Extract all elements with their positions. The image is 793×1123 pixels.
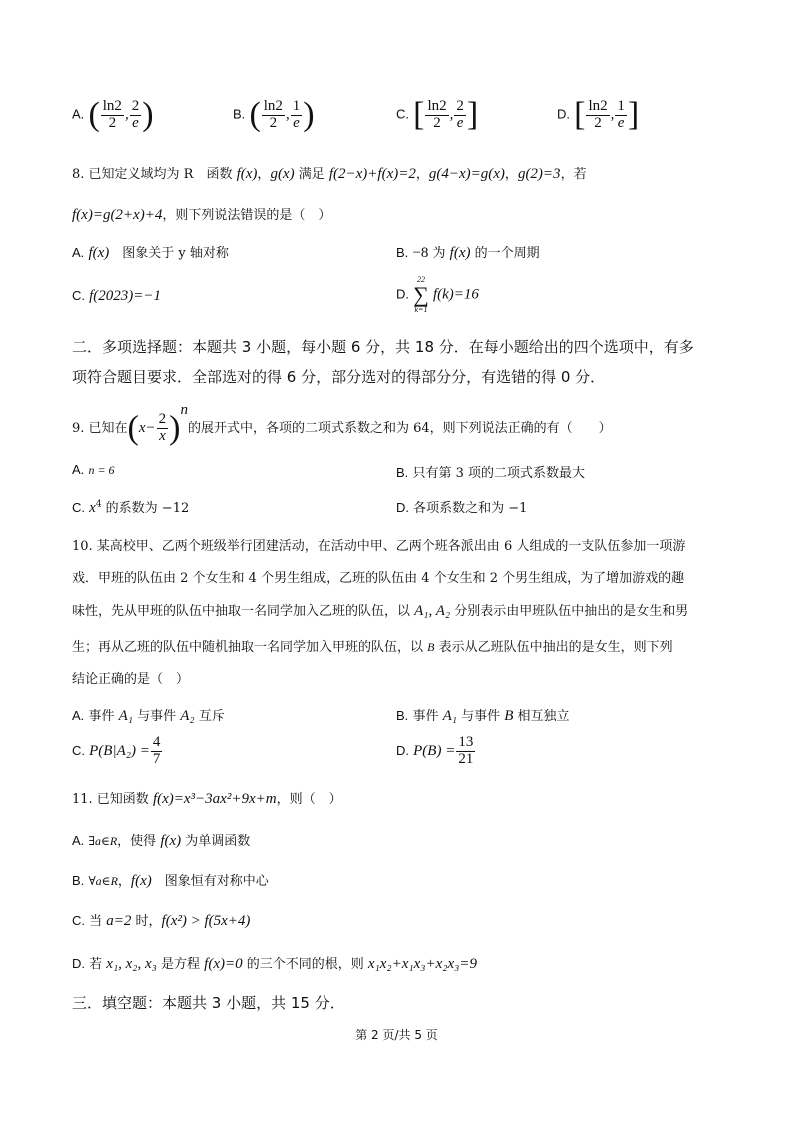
option-label: D. xyxy=(557,106,570,122)
q11-option-a: A. ∃a∈R，使得 f(x) 为单调函数 xyxy=(72,833,251,849)
q9-stem: 9. 已知在(x− $\frac{2}{x}$ )$^n$的展开式中，各项的二项式系数之和为 64，则下列说法正确的有（ ） xyxy=(72,402,612,447)
right-paren: ) xyxy=(303,96,315,133)
q10-stem-line5: 结论正确的是（ ） xyxy=(72,672,190,687)
fraction: $\frac{2}{e}$ xyxy=(131,97,140,131)
q7-option-a: A. ( $\frac{\ln 2}{2}$ , $\frac{2}{e}$ ) xyxy=(72,96,154,133)
fraction: $\frac{1}{e}$ xyxy=(292,97,301,131)
right-paren: ) xyxy=(142,96,154,133)
q11-option-c: C. 当 a=2 时，f(x²) > f(5x+4) xyxy=(72,913,251,929)
fraction: $\frac{\ln 2}{2}$ xyxy=(263,97,283,131)
left-bracket: [ xyxy=(574,96,586,133)
q8-option-c: C. f(2023)=−1 xyxy=(72,288,162,304)
q10-option-c: C. P(B|A₂) = $\frac{4}{7}$ xyxy=(72,734,161,767)
page-footer: 第 2 页/共 5 页 xyxy=(355,1028,438,1042)
fraction: $\frac{\ln 2}{2}$ xyxy=(427,97,447,131)
q7-option-d: D. [ $\frac{\ln 2}{2}$ , $\frac{1}{e}$ ] xyxy=(557,96,640,133)
q8-option-d: D. 22 ∑ k=1 f(k)=16 xyxy=(396,275,479,314)
q10-option-b: B. 事件 A₁ 与事件 B 相互独立 xyxy=(396,708,570,724)
q10-stem-line4: 生；再从乙班的队伍中随机抽取一名同学加入甲班的队伍，以 B 表示从乙班队伍中抽出的是女生，则下列 xyxy=(72,640,673,655)
fraction: $\frac{4}{7}$ xyxy=(152,734,161,767)
q10-stem-line2: 戏．甲班的队伍由 2 个女生和 4 个男生组成，乙班的队伍由 4 个女生和 2 个男生组成，为了增加游戏的趣 xyxy=(72,571,685,586)
fraction: $\frac{\ln 2}{2}$ xyxy=(102,97,122,131)
right-paren: ) xyxy=(169,409,181,447)
q9-option-d: D. 各项系数之和为 −1 xyxy=(396,500,528,516)
left-paren: ( xyxy=(88,96,100,133)
q11-option-b: B. ∀a∈R，f(x) 图象恒有对称中心 xyxy=(72,873,269,889)
section-2-heading-line2: 项符合题目要求．全部选对的得 6 分，部分选对的得部分分，有选错的得 0 分． xyxy=(72,368,606,386)
q11-option-d: D. 若 x₁, x₂, x₃ 是方程 f(x)=0 的三个不同的根，则 x₁x₂+x₁x₃+x₂x₃=9 xyxy=(72,956,477,972)
q8-option-a: A. f(x) 图象关于 y 轴对称 xyxy=(72,245,229,261)
q10-option-d: D. P(B) = $\frac{13}{21}$ xyxy=(396,734,474,767)
left-paren: ( xyxy=(249,96,261,133)
q7-option-c: C. [ $\frac{\ln 2}{2}$ , $\frac{2}{e}$ ] xyxy=(396,96,479,133)
option-label: B. xyxy=(233,106,246,122)
q10-stem-line1: 10. 某高校甲、乙两个班级举行团建活动，在活动中甲、乙两个班各派出由 6 人组成的一支队伍参加一项游 xyxy=(72,539,686,554)
right-bracket: ] xyxy=(466,96,479,133)
option-label: C. xyxy=(396,106,409,122)
q8-option-b: B. −8 为 f(x) 的一个周期 xyxy=(396,245,540,261)
q8-stem-line2: f(x)=g(2+x)+4，则下列说法错误的是（ ） xyxy=(72,207,332,223)
q10-option-a: A. 事件 A₁ 与事件 A₂ 互斥 xyxy=(72,708,225,724)
fraction: $\frac{13}{21}$ xyxy=(458,734,474,767)
q11-stem: 11. 已知函数 f(x)=x³−3ax²+9x+m，则（ ） xyxy=(72,791,342,807)
q7-option-b: B. ( $\frac{\ln 2}{2}$ , $\frac{1}{e}$ ) xyxy=(233,96,315,133)
section-3-heading: 三．填空题：本题共 3 小题，共 15 分． xyxy=(72,994,345,1012)
fraction: $\frac{2}{x}$ xyxy=(158,411,167,444)
section-2-heading-line1: 二．多项选择题：本题共 3 小题，每小题 6 分，共 18 分．在每小题给出的四个选项中，有多 xyxy=(72,338,694,356)
right-bracket: ] xyxy=(627,96,640,133)
left-bracket: [ xyxy=(413,96,425,133)
option-label: A. xyxy=(72,106,85,122)
summation-symbol: 22 ∑ k=1 xyxy=(413,275,429,314)
fraction: $\frac{1}{e}$ xyxy=(617,97,625,131)
q9-option-a: A. n = 6 xyxy=(72,462,115,477)
q9-option-b: B. 只有第 3 项的二项式系数最大 xyxy=(396,465,585,481)
fraction: $\frac{2}{e}$ xyxy=(456,97,464,131)
left-paren: ( xyxy=(127,409,139,447)
q9-option-c: C. $x^4$ 的系数为 −12 xyxy=(72,499,190,516)
fraction: $\frac{\ln 2}{2}$ xyxy=(588,97,608,131)
q10-stem-line3: 味性，先从甲班的队伍中抽取一名同学加入乙班的队伍，以 A₁, A₂ 分别表示由甲班队伍中抽出的是女生和男 xyxy=(72,603,689,619)
q8-stem-line1: 8. 已知定义域均为 R 函数 f(x)，g(x) 满足 f(2−x)+f(x)=2，g(4−x)=g(x)，g(2)=3，若 xyxy=(72,166,587,182)
